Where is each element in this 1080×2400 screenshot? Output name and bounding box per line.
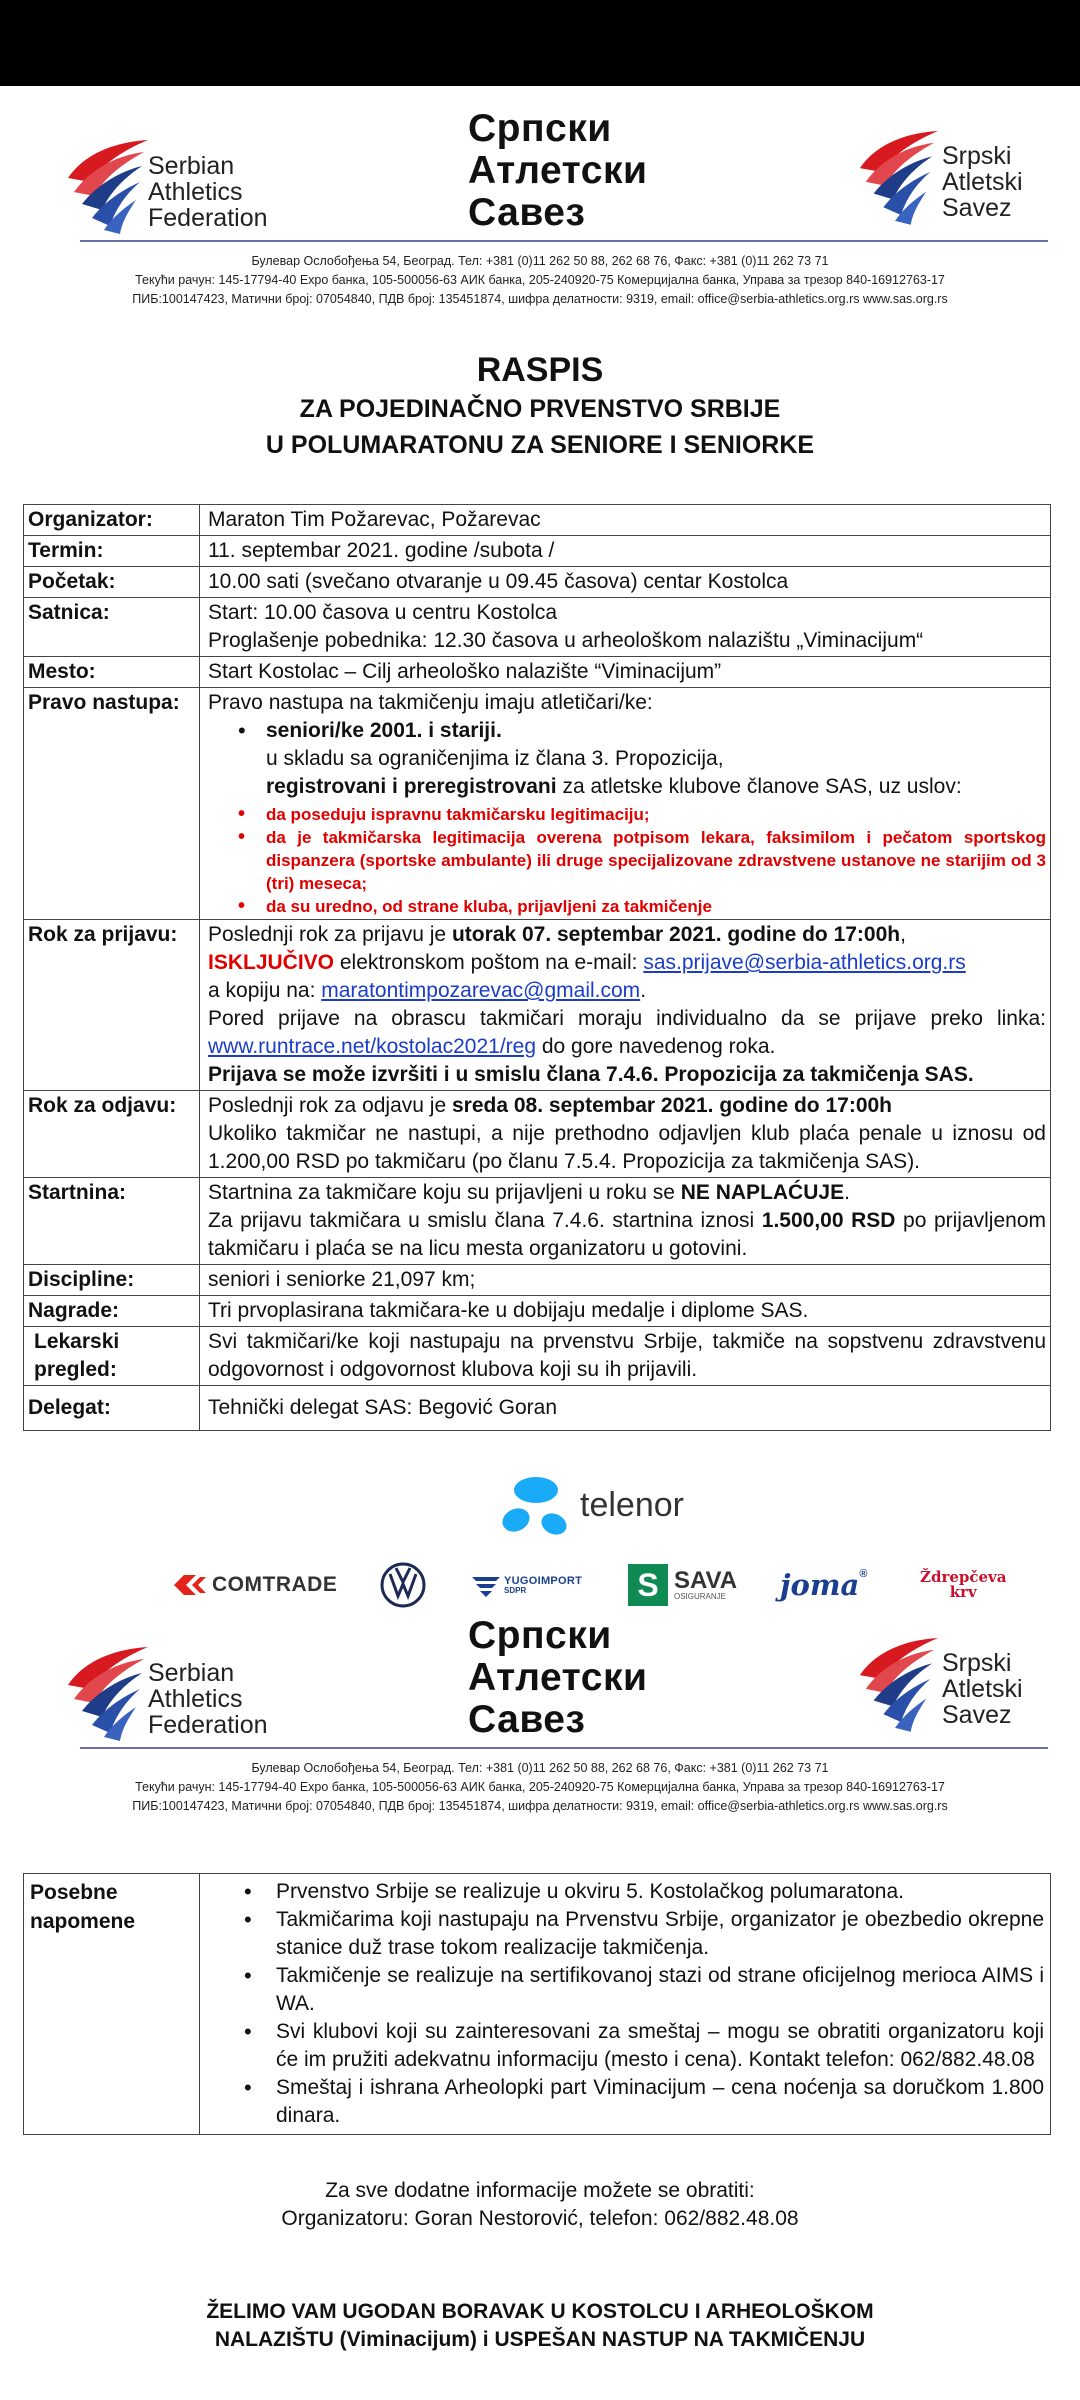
list-item: • da poseduju ispravnu takmičarsku legitimaciju; (208, 803, 1046, 826)
id-line: ПИБ:100147423, Матични број: 07054840, ПДВ број: 135451874, шифра делатности: 9319, email: office@serbia-athletics.org.rs www.sas.org.rs (132, 292, 948, 306)
table-row (24, 1265, 1051, 1296)
table-row (24, 1327, 1051, 1386)
satnica-line-2: Proglašenje pobednika: 12.30 časova u arheološkom nalazištu „Viminacijum“ (208, 629, 924, 652)
letterhead-contact (0, 1759, 1080, 1816)
startnina-label: Startnina: (24, 1178, 200, 1265)
table-row (24, 1386, 1051, 1431)
joma-wordmark: joma (780, 1568, 860, 1602)
sava-wordmark: SAVA (674, 1567, 738, 1594)
comtrade-mark-icon (172, 1572, 208, 1598)
contact-line-1: Za sve dodatne informacije možete se obratiti: (325, 2179, 755, 2202)
letterhead (0, 108, 1080, 348)
table-row (24, 536, 1051, 567)
comtrade-logo (172, 1562, 337, 1608)
cyrillic-federation-name (468, 108, 647, 234)
pravo-value (200, 688, 1051, 920)
pravo-list (208, 717, 1046, 745)
startnina-fee (208, 1207, 1046, 1263)
termin-label: Termin: (24, 536, 200, 567)
logo-line-1: Serbian (148, 152, 235, 180)
list-item: • Svi klubovi koji su zainteresovani za smeštaj – mogu se obratiti organizatoru koji će im pružiti adekvatnu informaciju (mesto i cena). Kontakt telefon: 062/882.48.08 (206, 2018, 1044, 2074)
table-row (24, 1874, 1051, 2135)
table-row (24, 598, 1051, 657)
comtrade-wordmark: COMTRADE (212, 1573, 338, 1596)
cyr-line-2: Атлетски (468, 149, 648, 192)
list-item (208, 717, 1046, 745)
srpski-atletski-savez-logo (856, 1629, 1056, 1739)
sava-sub: OSIGURANJE (674, 1592, 727, 1601)
prijava-value (200, 920, 1051, 1091)
sponsors-strip (0, 1468, 1080, 1608)
yugoimport-logo (470, 1562, 582, 1608)
letterhead-divider (80, 1747, 1048, 1749)
prijava-copy-text: a kopiju na: (208, 979, 322, 1002)
address-line: Булевар Ослобођења 54, Београд. Тел: +381 (0)11 262 50 88, 262 68 76, Факс: +381 (0)11 262 73 71 (251, 254, 829, 268)
prijava-individual-end: do gore navedenog roka. (536, 1035, 776, 1058)
prijava-email-link[interactable]: sas.prijave@serbia-athletics.org.rs (643, 951, 966, 974)
pravo-line-2: u skladu sa ograničenjima iz člana 3. Propozicija, (266, 747, 724, 770)
savez-swoosh-icon (856, 1629, 940, 1733)
startnina-free (208, 1179, 1046, 1207)
startnina-fee-text: Za prijavu takmičara u smislu člana 7.4.6. startnina iznosi (208, 1209, 762, 1232)
table-row (24, 505, 1051, 536)
list-item: • da je takmičarska legitimacija overena potpisom lekara, faksimilom i pečatom sportskog dispanzera (sportske ambulante) ili druge specijalizovane zdravstvene ustanove ne starijim od 3 (tri) meseca; (208, 826, 1046, 895)
closing-line-1: ŽELIMO VAM UGODAN BORAVAK U KOSTOLCU I ARHEOLOŠKOM (206, 2300, 874, 2323)
lekarski-value: Svi takmičari/ke koji nastupaju na prvenstvu Srbije, takmiče na sopstvenu zdravstvenu odgovornost i odgovornost klubova koji su ih prijavili. (200, 1327, 1051, 1386)
table-row (24, 567, 1051, 598)
pravo-label: Pravo nastupa: (24, 688, 200, 920)
logo-line-3: Federation (148, 204, 268, 232)
table-row (24, 1296, 1051, 1327)
organizator-label: Organizator: (24, 505, 200, 536)
prijava-punct: , (900, 923, 906, 946)
nagrade-value: Tri prvoplasirana takmičara-ke u dobijaju medalje i diplome SAS. (200, 1296, 1051, 1327)
sponsor-logo-row (0, 1562, 1080, 1608)
logo-line-3: Savez (942, 194, 1012, 222)
pravo-line-3 (208, 773, 1046, 801)
federation-swoosh-icon (64, 1641, 150, 1741)
logo-line-2: Atletski (942, 168, 1023, 196)
pravo-bullet: seniori/ke 2001. i stariji. (266, 719, 502, 742)
address-line: Булевар Ослобођења 54, Београд. Тел: +381 (0)11 262 50 88, 262 68 76, Факс: +381 (0)11 262 73 71 (251, 1761, 829, 1775)
letterhead-page-2 (0, 1615, 1080, 1855)
satnica-line-1: Start: 10.00 časova u centru Kostolca (208, 601, 558, 624)
prijava-individual (208, 1005, 1046, 1061)
notes-list (206, 1878, 1044, 2130)
cyr-line-3: Савез (468, 1698, 586, 1741)
title-line-3: U POLUMARATONU ZA SENIORE I SENIORKE (265, 431, 815, 459)
account-line: Текући рачун: 145-17794-40 Expo банка, 105-500056-63 АИК банка, 205-240920-75 Комерцијална банка, Управа за трезор 840-16912763-17 (135, 1780, 945, 1794)
sava-osiguranje-logo (628, 1562, 737, 1608)
pravo-line-3-rest: za atletske klubove članove SAS, uz uslov: (556, 775, 962, 798)
satnica-value (200, 598, 1051, 657)
mesto-label: Mesto: (24, 657, 200, 688)
cyr-line-3: Савез (468, 191, 586, 234)
odjava-date: sreda 08. septembar 2021. godine do 17:00h (451, 1094, 892, 1117)
title-line-2: ZA POJEDINAČNO PRVENSTVO SRBIJE (299, 395, 781, 423)
competition-info-table (23, 504, 1051, 1431)
ne-naplacuje: NE NAPLAĆUJE (680, 1181, 845, 1204)
volkswagen-logo (380, 1562, 426, 1608)
table-row (24, 920, 1051, 1091)
id-line: ПИБ:100147423, Матични број: 07054840, ПДВ број: 135451874, шифра делатности: 9319, email: office@serbia-athletics.org.rs www.sas.org.rs (132, 1799, 948, 1813)
prijava-copy-line (208, 977, 1046, 1005)
joma-logo (780, 1562, 867, 1608)
prijava-email-line (208, 949, 1046, 977)
runtrace-registration-link[interactable]: www.runtrace.net/kostolac2021/reg (208, 1035, 537, 1058)
prijava-individual-text: Pored prijave na obrascu takmičari moraju individualno da se prijave preko linka: (208, 1007, 1046, 1030)
contact-info (0, 2177, 1080, 2233)
notes-label-1: Posebne (30, 1881, 118, 1904)
logo-line-1: Srpski (942, 142, 1012, 170)
odjava-deadline (208, 1092, 1046, 1120)
prijava-deadline (208, 921, 1046, 949)
status-bar (0, 0, 1080, 86)
zdrepceva-line-2: krv (949, 1583, 977, 1601)
telenor-logo (496, 1472, 684, 1542)
document-title (0, 350, 1080, 462)
pocetak-label: Početak: (24, 567, 200, 598)
logo-line-2: Atletski (942, 1675, 1023, 1703)
lekarski-label (24, 1327, 200, 1386)
logo-line-2: Athletics (148, 178, 243, 206)
notes-label (24, 1874, 200, 2135)
special-notes-table (23, 1873, 1051, 2135)
closing-line-2: NALAZIŠTU (Viminacijum) i USPEŠAN NASTUP NA TAKMIČENJU (214, 2328, 866, 2351)
odjava-value (200, 1091, 1051, 1178)
zdrepceva-line-1: Ždrepčeva (920, 1568, 1007, 1586)
logo-line-1: Srpski (942, 1649, 1012, 1677)
odjava-penalty: Ukoliko takmičar ne nastupi, a nije prethodno odjavljen klub plaća penale u iznosu od 1.200,00 RSD po takmičaru (po članu 7.5.4. Propozicija za takmičenja SAS). (208, 1122, 1046, 1173)
contact-line-2: Organizatoru: Goran Nestorović, telefon: 062/882.48.08 (281, 2207, 799, 2230)
zdrepceva-krv-logo (920, 1562, 1006, 1608)
logo-line-1: Serbian (148, 1659, 235, 1687)
pravo-registered: registrovani i preregistrovani (266, 775, 557, 798)
organizator-value: Maraton Tim Požarevac, Požarevac (200, 505, 1051, 536)
notes-label-2: napomene (30, 1910, 136, 1933)
lekarski-label-1: Lekarski (34, 1330, 120, 1353)
logo-line-3: Savez (942, 1701, 1012, 1729)
organizer-email-link[interactable]: maratontimpozarevac@gmail.com (321, 979, 641, 1002)
delegat-label: Delegat: (24, 1386, 200, 1431)
account-line: Текући рачун: 145-17794-40 Expo банка, 105-500056-63 АИК банка, 205-240920-75 Комерцијална банка, Управа за трезор 840-16912763-17 (135, 273, 945, 287)
savez-swoosh-icon (856, 122, 940, 226)
serbian-athletics-federation-logo (64, 1641, 314, 1741)
pravo-conditions-list (208, 803, 1046, 918)
satnica-label: Satnica: (24, 598, 200, 657)
logo-line-3: Federation (148, 1711, 268, 1739)
prijava-text: Poslednji rok za prijavu je (208, 923, 452, 946)
srpski-atletski-savez-logo (856, 122, 1056, 232)
prijava-copy-punct: . (640, 979, 647, 1002)
startnina-value (200, 1178, 1051, 1265)
federation-swoosh-icon (64, 134, 150, 234)
pocetak-value: 10.00 sati (svečano otvaranje u 09.45 časova) centar Kostolca (200, 567, 1051, 598)
pravo-intro: Pravo nastupa na takmičenju imaju atletičari/ke: (208, 691, 653, 714)
nagrade-label: Nagrade: (24, 1296, 200, 1327)
yugoimport-wordmark: YUGOIMPORT (504, 1574, 583, 1587)
logo-line-2: Athletics (148, 1685, 243, 1713)
list-item: • Smeštaj i ishrana Arheolopki part Viminacijum – cena noćenja sa doručkom 1.800 dinara. (206, 2074, 1044, 2130)
serbian-athletics-federation-logo (64, 134, 314, 234)
startnina-fee-rest: po prijavljenom takmičaru i plaća se na licu mesta organizatoru u gotovini. (208, 1209, 1046, 1260)
lekarski-label-2: pregled: (34, 1358, 117, 1381)
table-row (24, 1178, 1051, 1265)
discipline-label: Discipline: (24, 1265, 200, 1296)
cyrillic-federation-name (468, 1615, 647, 1741)
prijava-note: Prijava se može izvršiti i u smislu člana 7.4.6. Propozicija za takmičenja SAS. (208, 1063, 974, 1086)
mesto-value: Start Kostolac – Cilj arheološko nalazište “Viminacijum” (200, 657, 1051, 688)
prijava-email-text: elektronskom poštom na e-mail: (334, 951, 644, 974)
yugoimport-wing-icon (470, 1571, 502, 1599)
table-row (24, 688, 1051, 920)
letterhead-divider (80, 240, 1048, 242)
closing-message (0, 2298, 1080, 2354)
delegat-value: Tehnički delegat SAS: Begović Goran (200, 1386, 1051, 1431)
table-row (24, 657, 1051, 688)
startnina-amount: 1.500,00 RSD (761, 1209, 896, 1232)
odjava-text: Poslednji rok za odjavu je (208, 1094, 452, 1117)
startnina-text: Startnina za takmičare koju su prijavljeni u roku se (208, 1181, 681, 1204)
telenor-propeller-icon (496, 1472, 576, 1542)
iskljucivo-label: ISKLJUČIVO (208, 951, 335, 974)
telenor-wordmark: telenor (580, 1486, 684, 1524)
list-item: • da su uredno, od strane kluba, prijavljeni za takmičenje (208, 895, 1046, 918)
volkswagen-emblem-icon (380, 1562, 426, 1608)
list-item: • Takmičarima koji nastupaju na Prvenstvu Srbije, organizator je obezbedio okrepne stanice duž trase tokom realizacije takmičenja. (206, 1906, 1044, 1962)
startnina-punct: . (844, 1181, 850, 1204)
prijava-date: utorak 07. septembar 2021. godine do 17:00h (451, 923, 901, 946)
termin-value: 11. septembar 2021. godine /subota / (200, 536, 1051, 567)
title-main: RASPIS (476, 351, 604, 389)
cyr-line-1: Српски (468, 1614, 612, 1657)
list-item: • Takmičenje se realizuje na sertifikovanoj stazi od strane oficijelnog merioca AIMS i WA. (206, 1962, 1044, 2018)
list-item: • Prvenstvo Srbije se realizuje u okviru 5. Kostolačkog polumaratona. (206, 1878, 1044, 1906)
notes-value (200, 1874, 1051, 2135)
odjava-label: Rok za odjavu: (24, 1091, 200, 1178)
table-row (24, 1091, 1051, 1178)
discipline-value: seniori i seniorke 21,097 km; (200, 1265, 1051, 1296)
prijava-label: Rok za prijavu: (24, 920, 200, 1091)
letterhead-contact (0, 252, 1080, 309)
yugoimport-sub: SDPR (504, 1585, 527, 1595)
sava-s-icon: S (628, 1564, 668, 1606)
cyr-line-1: Српски (468, 107, 612, 150)
cyr-line-2: Атлетски (468, 1656, 648, 1699)
joma-registered: ® (859, 1568, 868, 1580)
